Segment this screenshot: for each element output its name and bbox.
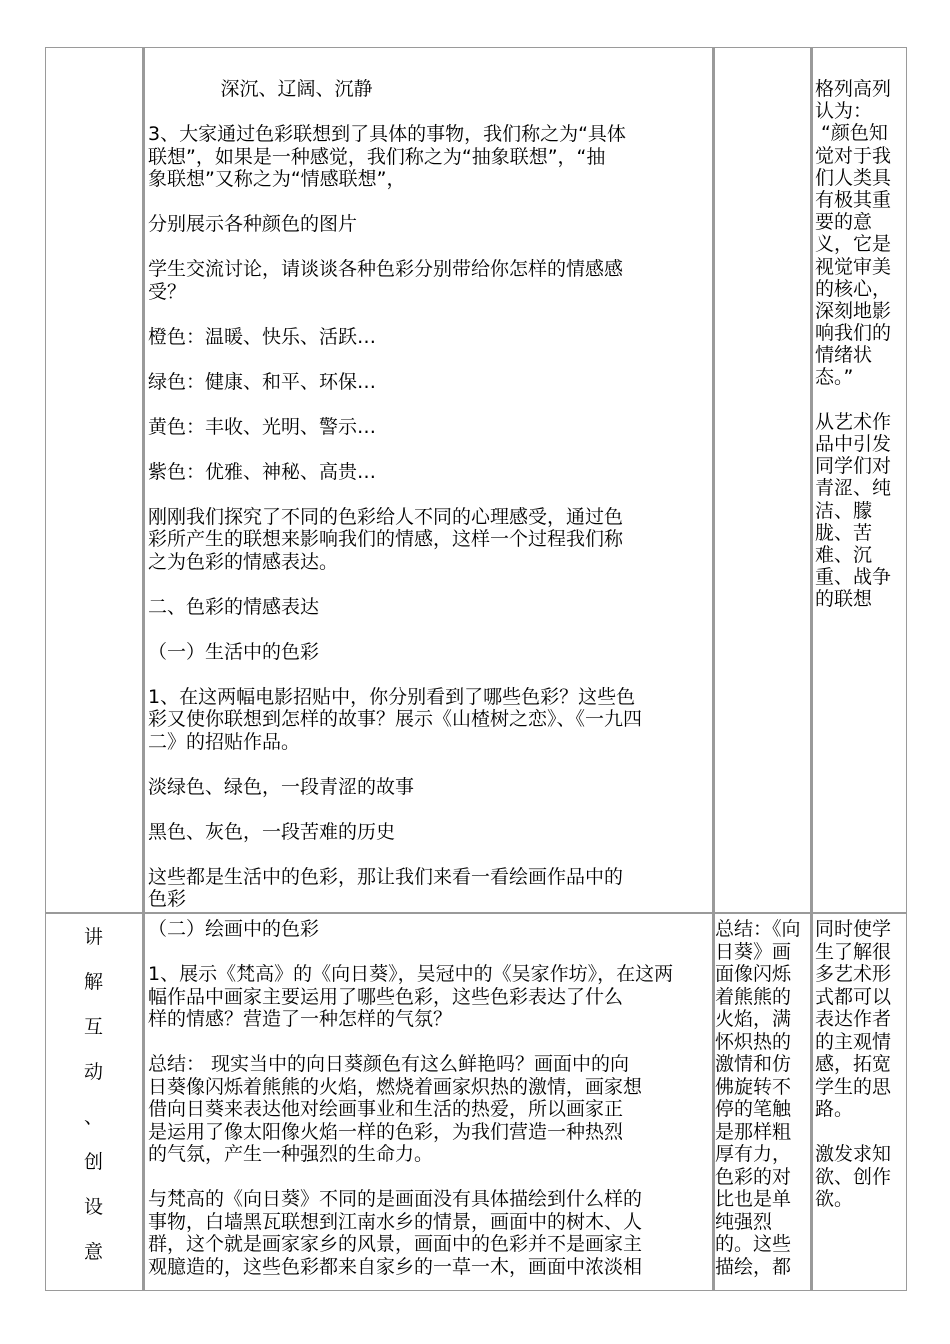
text-line: 比也是单	[715, 1188, 792, 1210]
text-line: 之为色彩的情感表达。	[148, 550, 339, 573]
table-border-top	[45, 47, 907, 48]
bottom-student-lines	[715, 918, 811, 1278]
text-line	[148, 101, 710, 124]
text-line: 的核心，	[815, 277, 892, 300]
text-line: 学生交流讨论，请谈谈各种色彩分别带给你怎样的情感感	[148, 258, 624, 280]
table-col-divider-1	[142, 47, 145, 1291]
text-line	[148, 393, 710, 416]
text-line: 们人类具	[815, 166, 892, 189]
text-line: 响我们的	[815, 322, 892, 345]
text-line: 的气氛，产生一种强烈的生命力。	[148, 1143, 434, 1165]
text-line: 二、色彩的情感表达	[148, 595, 320, 618]
text-line: 二》的招贴作品。	[148, 730, 301, 753]
text-line: 黑色、灰色，一段苦难的历史	[148, 820, 396, 843]
text-line: 3、大家通过色彩联想到了具体的事物，我们称之为“具体	[148, 123, 626, 145]
text-line	[148, 941, 712, 964]
text-line: 格列高列	[815, 78, 892, 100]
top-content-lines	[148, 78, 710, 911]
stage-label-char: 意	[83, 1241, 103, 1263]
text-line: 情绪状	[815, 344, 873, 367]
text-line: 受？	[148, 280, 187, 303]
text-line: 从艺术作	[815, 410, 892, 433]
text-line: 难、沉	[815, 543, 873, 566]
text-line: 生了解很	[815, 940, 892, 963]
text-line: 欲。	[815, 1188, 854, 1210]
text-line: 彩所产生的联想来影响我们的情感，这样一个过程我们称	[148, 528, 624, 550]
top-row-intent-cell	[815, 78, 907, 908]
text-line	[148, 753, 710, 776]
text-line: 式都可以	[815, 985, 892, 1008]
text-line: 表达作者	[815, 1008, 892, 1030]
text-line	[148, 1031, 712, 1054]
text-line: 象联想”又称之为“情感联想”，	[148, 168, 406, 190]
text-line: 与梵高的《向日葵》不同的是画面没有具体描绘到什么样的	[148, 1188, 643, 1210]
stage-label-char: 动	[83, 1061, 103, 1083]
text-line: 这些都是生活中的色彩，那让我们来看一看绘画作品中的	[148, 865, 624, 888]
text-line: 认为：	[815, 100, 873, 123]
text-line: 佛旋转不	[715, 1075, 792, 1098]
text-line: 洁、朦	[815, 499, 873, 522]
text-line: 纯强烈	[715, 1210, 773, 1233]
text-line: 胧、苦	[815, 521, 873, 544]
text-line: 品中引发	[815, 433, 892, 455]
text-line: 幅作品中画家主要运用了哪些色彩，这些色彩表达了什么	[148, 985, 624, 1008]
text-line	[148, 191, 710, 214]
text-line: 的主观情	[815, 1030, 892, 1053]
text-line: 激发求知	[815, 1143, 892, 1165]
text-line	[148, 303, 710, 326]
stage-label-char: 创	[83, 1151, 103, 1173]
text-line: 学生的思	[815, 1075, 892, 1098]
table-row-divider	[45, 912, 907, 914]
bottom-row-content-cell	[148, 918, 712, 1290]
text-line: 橙色：温暖、快乐、活跃…	[148, 325, 377, 348]
text-line: 感，拓宽	[815, 1053, 892, 1075]
bottom-row-student-cell	[715, 918, 811, 1290]
bottom-intent-lines	[815, 918, 907, 1211]
text-line: 色彩的对	[715, 1165, 792, 1188]
text-line	[148, 573, 710, 596]
text-line	[148, 236, 710, 259]
stage-label-char: 设	[83, 1196, 103, 1218]
text-line: 停的笔触	[715, 1098, 792, 1120]
text-line: 日葵》画	[715, 940, 792, 963]
text-line: 淡绿色、绿色，一段青涩的故事	[148, 775, 415, 798]
text-line: 总结：《向	[715, 918, 801, 940]
text-line: 深沉、辽阔、沉静	[148, 78, 373, 100]
text-line: 要的意	[815, 211, 873, 234]
text-line: 路。	[815, 1098, 854, 1120]
text-line: 借向日葵来表达他对绘画事业和生活的热爱，所以画家正	[148, 1098, 624, 1120]
text-line: 面像闪烁	[715, 963, 792, 985]
text-line	[148, 1166, 712, 1189]
text-line	[148, 798, 710, 821]
text-line: 欲、创作	[815, 1165, 892, 1188]
text-line: 觉对于我	[815, 144, 892, 167]
text-line: 着熊熊的	[715, 985, 792, 1008]
text-line: “颜色知	[815, 122, 888, 145]
text-line: 1、展示《梵高》的《向日葵》，吴冠中的《吴家作坊》，在这两	[148, 963, 674, 985]
text-line	[148, 663, 710, 686]
text-line: 描绘，都	[715, 1255, 792, 1278]
text-line	[148, 483, 710, 506]
text-line: 是那样粗	[715, 1120, 792, 1143]
text-line: 火焰，满	[715, 1008, 792, 1030]
top-row-content-cell	[148, 78, 710, 912]
text-line: 的。这些	[715, 1233, 792, 1255]
text-line: 厚有力，	[715, 1143, 792, 1165]
text-line: 群，这个就是画家家乡的风景，画面中的色彩并不是画家主	[148, 1233, 643, 1255]
stage-label-column	[45, 914, 142, 1290]
text-line: 态。”	[815, 366, 854, 389]
text-line	[815, 389, 907, 411]
text-line: 视觉审美	[815, 255, 892, 278]
text-line	[815, 1121, 907, 1144]
text-line: 同学们对	[815, 455, 892, 478]
text-line: 绿色：健康、和平、环保…	[148, 370, 377, 393]
text-line: 总结： 现实当中的向日葵颜色有这么鲜艳吗？画面中的向	[148, 1053, 630, 1075]
text-line: 刚刚我们探究了不同的色彩给人不同的心理感受，通过色	[148, 505, 624, 528]
text-line: 激情和仿	[715, 1053, 792, 1075]
text-line: 紫色：优雅、神秘、高贵…	[148, 460, 377, 483]
text-line: 是运用了像太阳像火焰一样的色彩，为我们营造一种热烈	[148, 1120, 624, 1143]
table-border-bottom	[45, 1290, 907, 1291]
stage-label-char: 互	[83, 1016, 103, 1038]
text-line: （二）绘画中的色彩	[148, 918, 320, 940]
bottom-content-lines	[148, 918, 712, 1278]
text-line	[148, 843, 710, 866]
text-line: 日葵像闪烁着熊熊的火焰，燃烧着画家炽热的激情，画家想	[148, 1075, 643, 1098]
text-line: 色彩	[148, 888, 187, 910]
text-line	[148, 618, 710, 641]
text-line: 重、战争	[815, 566, 892, 589]
text-line: 怀炽热的	[715, 1030, 792, 1053]
text-line: 多艺术形	[815, 963, 892, 985]
text-line: 有极其重	[815, 188, 892, 211]
text-line: 黄色：丰收、光明、警示…	[148, 415, 377, 438]
text-line: 义，它是	[815, 233, 892, 256]
text-line: 彩又使你联想到怎样的故事？展示《山楂树之恋》、《一九四	[148, 708, 643, 730]
bottom-row-intent-cell	[815, 918, 907, 1290]
stage-label-char: 、	[83, 1106, 103, 1128]
text-line: 事物，白墙黑瓦联想到江南水乡的情景，画面中的树木、人	[148, 1210, 643, 1233]
text-line: 的联想	[815, 588, 873, 611]
text-line: 青涩、纯	[815, 477, 892, 500]
text-line: （一）生活中的色彩	[148, 640, 320, 663]
stage-label-char: 解	[83, 971, 103, 993]
text-line: 1、在这两幅电影招贴中，你分别看到了哪些色彩？这些色	[148, 685, 636, 708]
text-line	[148, 348, 710, 371]
text-line: 联想”，如果是一种感觉，我们称之为“抽象联想”，“抽	[148, 145, 606, 168]
text-line: 样的情感？营造了一种怎样的气氛？	[148, 1008, 453, 1030]
stage-label-char: 讲	[83, 926, 103, 948]
text-line: 深刻地影	[815, 299, 892, 322]
text-line: 分别展示各种颜色的图片	[148, 213, 358, 235]
top-intent-lines	[815, 78, 907, 611]
text-line: 同时使学	[815, 918, 892, 940]
text-line: 观臆造的，这些色彩都来自家乡的一草一木，画面中浓淡相	[148, 1255, 643, 1278]
text-line	[148, 438, 710, 461]
